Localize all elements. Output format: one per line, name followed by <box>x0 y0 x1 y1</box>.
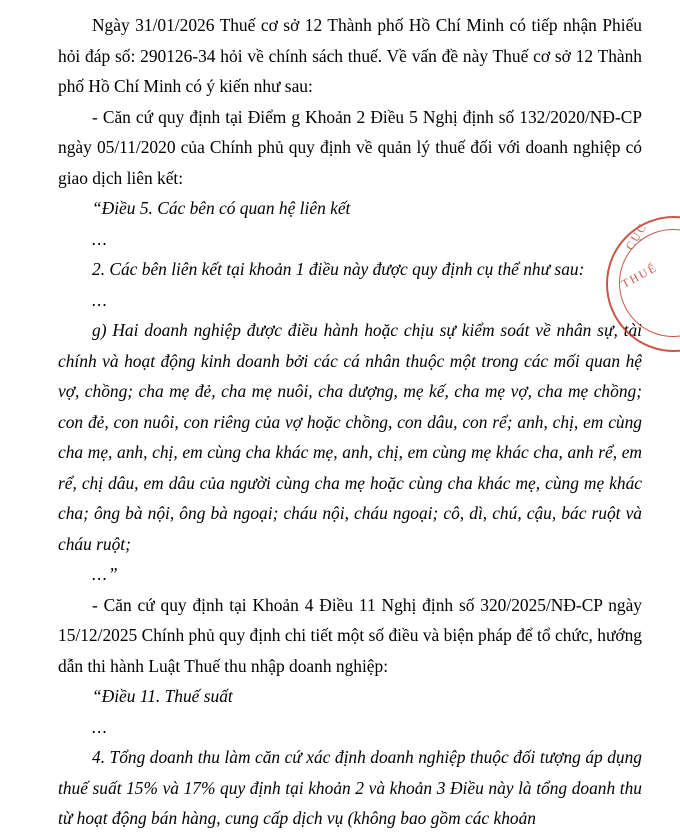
seal-text-line-2: THUẾ <box>620 261 660 291</box>
paragraph-legal-basis-2: - Căn cứ quy định tại Khoản 4 Điều 11 Nghị định số 320/2025/NĐ-CP ngày 15/12/2025 Chính phủ quy định chi tiết một số điều và biện pháp để tổ chức, hướng dẫn thi hành Luật Thuế thu nhập doanh nghiệp: <box>58 594 642 676</box>
paragraph-ellipsis-2: ... <box>92 289 109 310</box>
paragraph-intro: Ngày 31/01/2026 Thuế cơ sở 12 Thành phố Hồ Chí Minh có tiếp nhận Phiếu hỏi đáp số: 290126-34 hỏi về chính sách thuế. Về vấn đề này Thuế cơ sở 12 Thành phố Hồ Chí Minh có ý kiến như sau: <box>58 15 642 96</box>
paragraph-article-5-clause-2: 2. Các bên liên kết tại khoản 1 điều này được quy định cụ thể như sau: <box>92 259 585 279</box>
paragraph-article-5-title: “Điều 5. Các bên có quan hệ liên kết <box>92 198 351 218</box>
paragraph-article-5-point-g: g) Hai doanh nghiệp được điều hành hoặc chịu sự kiểm soát về nhân sự, tài chính và hoạt động kinh doanh bởi các cá nhân thuộc một trong các mối quan hệ vợ, chồng; cha mẹ đẻ, cha mẹ nuôi, cha dượng, mẹ kế, cha mẹ vợ, cha mẹ chồng; con đẻ, con nuôi, con riêng của vợ hoặc chồng, con dâu, con rể; anh, chị, em cùng cha mẹ, anh, chị, em cùng cha khác mẹ, anh, chị, em cùng mẹ khác cha, anh rể, em rể, chị dâu, em dâu của người cùng cha mẹ hoặc cùng cha khác mẹ, cùng mẹ khác cha; ông bà nội, ông bà ngoại; cháu nội, cháu ngoại; cô, dì, chú, cậu, bác ruột và cháu ruột; <box>58 320 642 554</box>
paragraph-ellipsis-3: ...” <box>92 564 119 584</box>
paragraph-ellipsis-1: ... <box>92 228 109 249</box>
paragraph-article-11-clause-4: 4. Tổng doanh thu làm căn cứ xác định doanh nghiệp thuộc đối tượng áp dụng thuế suất 15% và 17% quy định tại khoản 2 và khoản 3 Điều này là tổng doanh thu từ hoạt động bán hàng, cung cấp dịch vụ (không bao gồm các khoản <box>58 747 642 828</box>
paragraph-legal-basis-1: - Căn cứ quy định tại Điểm g Khoản 2 Điều 5 Nghị định số 132/2020/NĐ-CP ngày 05/11/2020 của Chính phủ quy định về quản lý thuế đối với doanh nghiệp có giao dịch liên kết: <box>58 106 642 188</box>
seal-text-line-1: CỤC <box>624 220 650 253</box>
paragraph-article-11-title: “Điều 11. Thuế suất <box>92 686 233 706</box>
paragraph-ellipsis-4: ... <box>92 716 109 737</box>
